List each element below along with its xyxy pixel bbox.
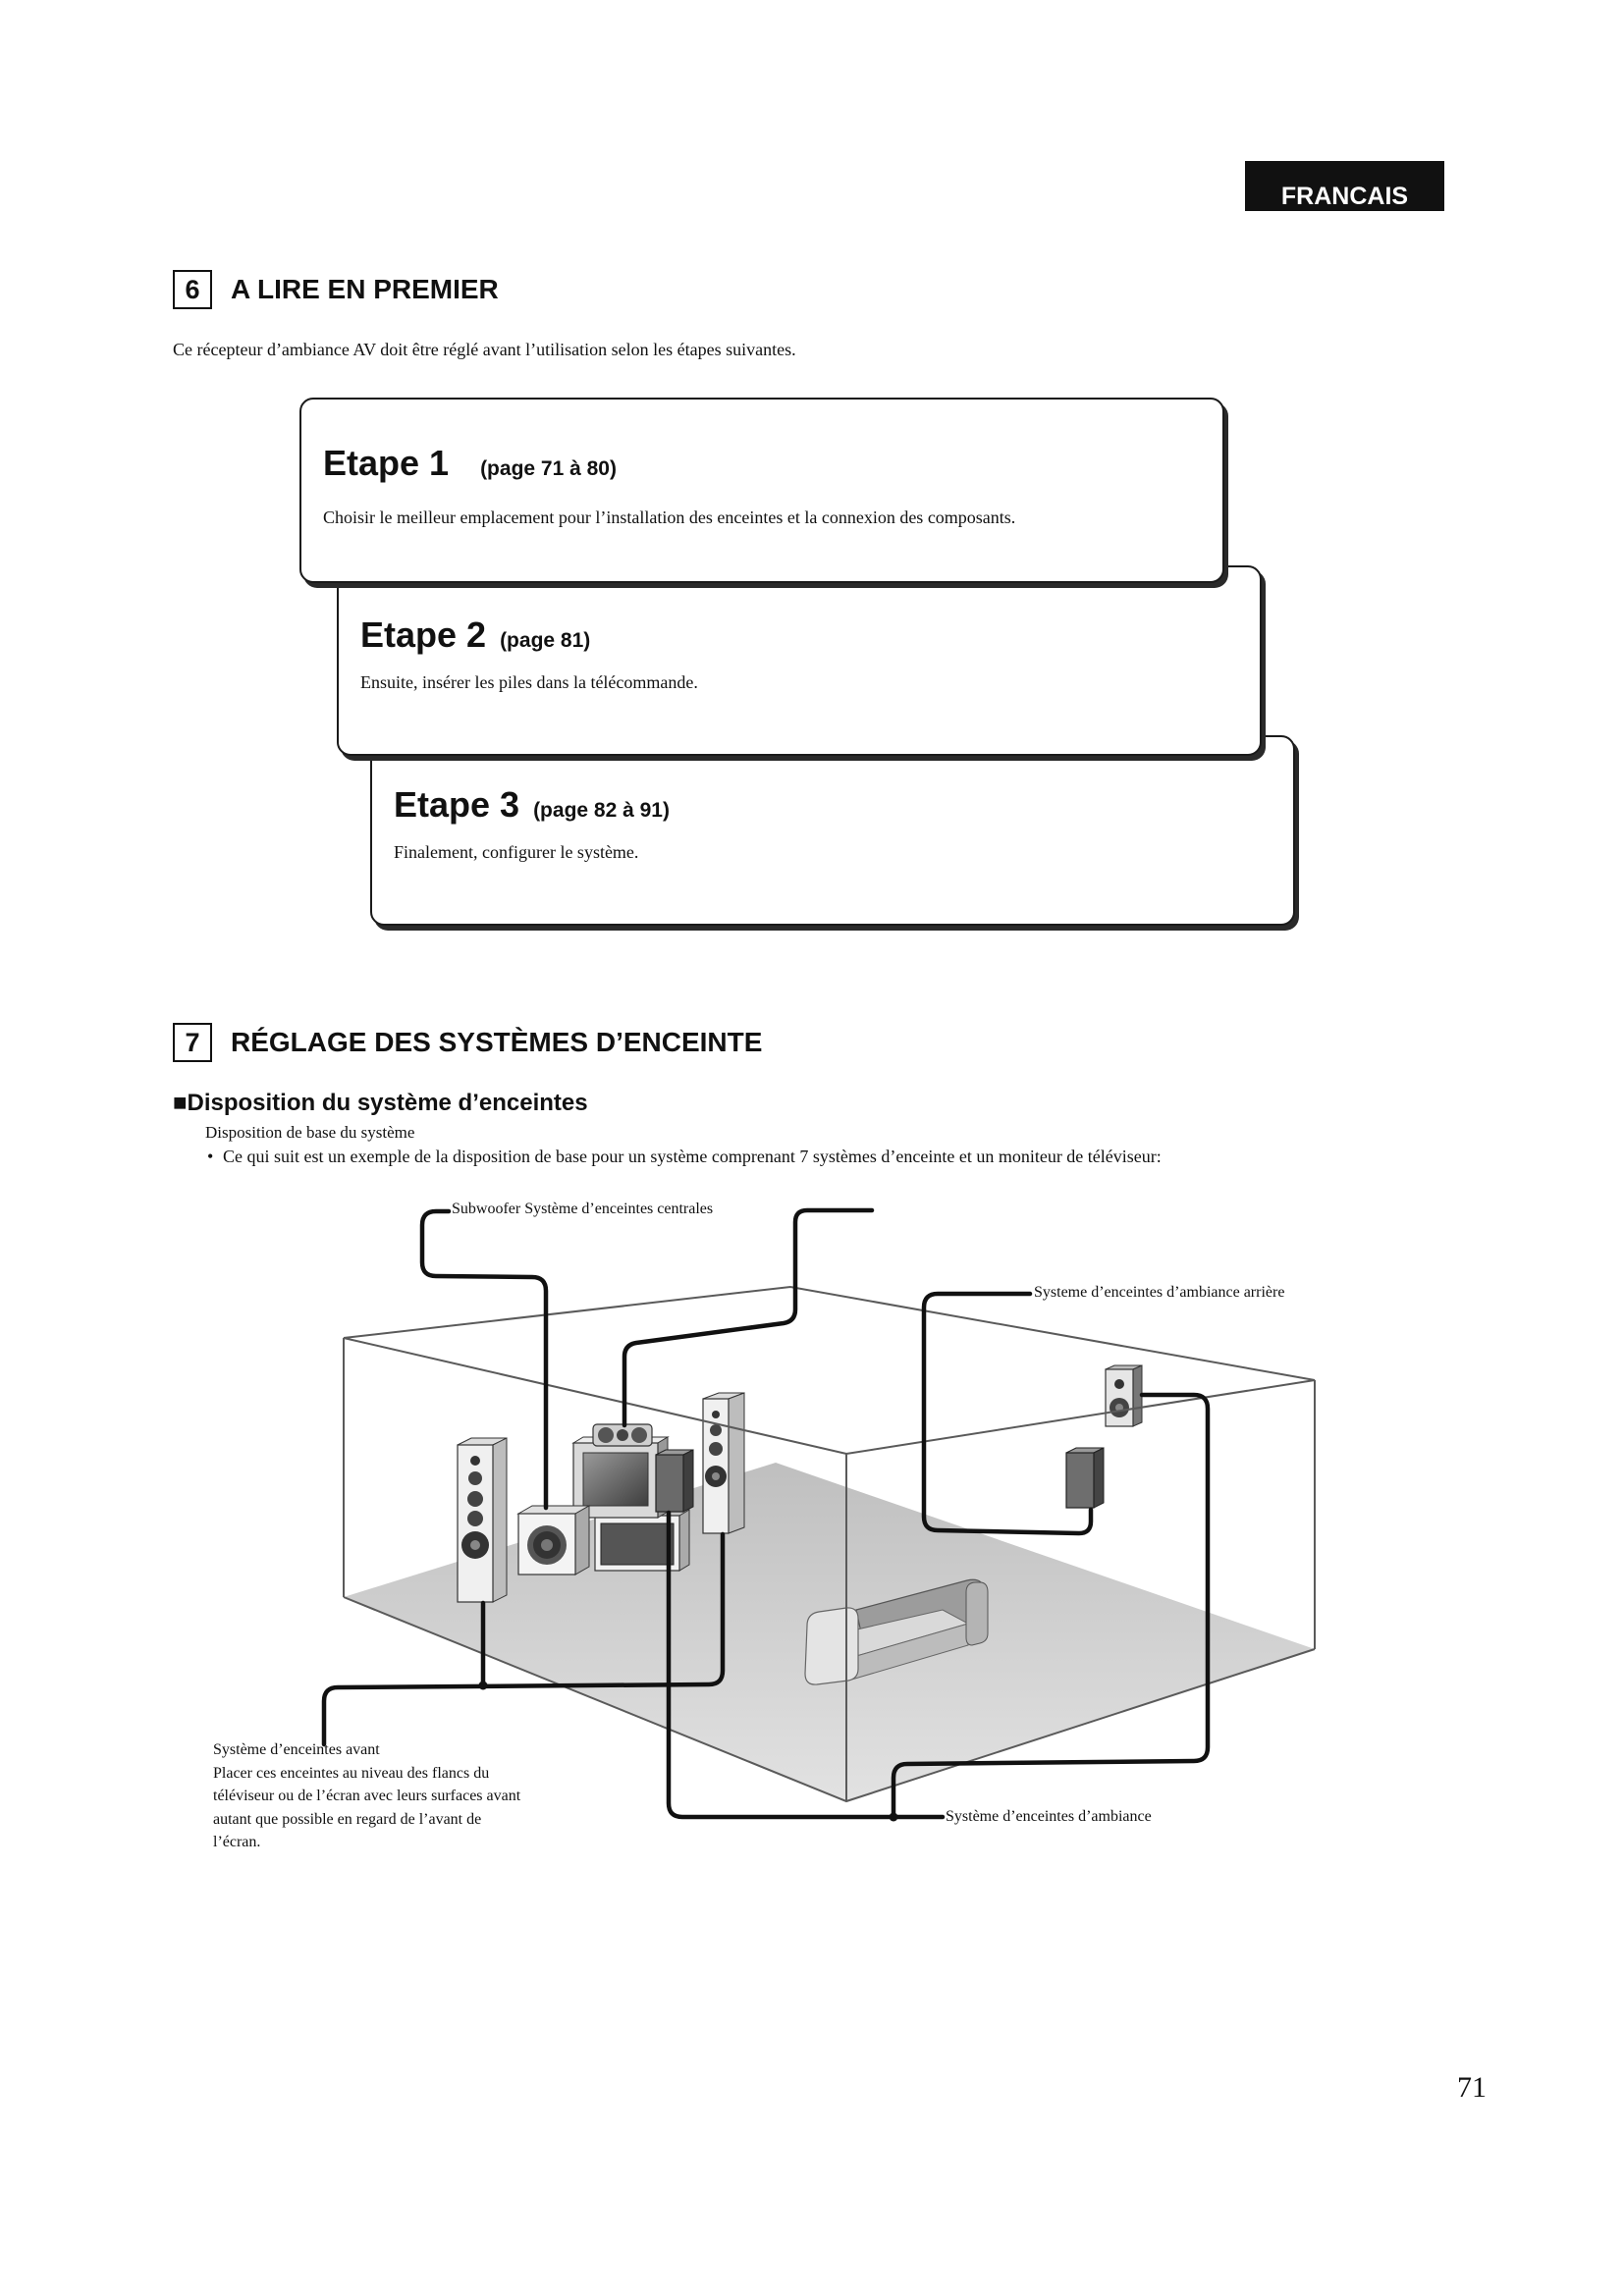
label-subwoofer-center: Subwoofer Système d’enceintes centrales [452, 1201, 714, 1217]
junction-dot [890, 1813, 898, 1822]
sofa-right-armrest [966, 1582, 988, 1645]
step-3-box [370, 735, 1295, 926]
speaker-front [656, 1455, 683, 1512]
section-number-box: 6 [173, 270, 212, 309]
stand-side [679, 1510, 689, 1571]
step-title: Etape 1 [323, 443, 450, 483]
step-3-heading [394, 784, 670, 826]
page-number: 71 [1457, 2071, 1487, 2104]
label-front-desc-line: l’écran. [213, 1834, 261, 1850]
section-7-heading [173, 1023, 762, 1062]
subheading [173, 1090, 588, 1117]
subwoofer [518, 1506, 589, 1575]
label-surround: Système d’enceintes d’ambiance [946, 1808, 1152, 1825]
step-title: Etape 2 [360, 614, 487, 655]
label-front-block [213, 1738, 520, 1854]
tweeter [617, 1429, 628, 1441]
surround-back-speaker [1066, 1448, 1104, 1508]
tweeter [1114, 1379, 1124, 1389]
speaker-side [1094, 1448, 1104, 1508]
bullet-item [207, 1147, 1162, 1167]
square-marker-icon: ■ [173, 1090, 188, 1116]
label-front-title: Système d’enceintes avant [213, 1741, 380, 1758]
label-front-desc-line: téléviseur ou de l’écran avec leurs surfaces avant [213, 1788, 521, 1804]
speaker-side [493, 1438, 507, 1602]
step-1-heading [323, 443, 617, 484]
step-1-box [299, 398, 1224, 583]
surround-speaker-lower [656, 1450, 693, 1512]
woofer-cap [470, 1540, 480, 1550]
midrange [467, 1511, 483, 1526]
label-front-desc-line: Placer ces enceintes au niveau des flancs du [213, 1764, 490, 1782]
step-2-box [337, 565, 1262, 756]
bullet-text: Ce qui suit est un exemple de la disposition de base pour un système comprenant 7 systèmes d’enceinte et un moniteur de téléviseur: [223, 1147, 1162, 1166]
woofer-cap [712, 1472, 720, 1480]
subtitle: Disposition de base du système [205, 1123, 415, 1142]
speaker-side [729, 1393, 744, 1533]
step-2-heading [360, 614, 590, 656]
section-6-intro: Ce récepteur d’ambiance AV doit être réglé avant l’utilisation selon les étapes suivantes. [173, 340, 796, 359]
midrange [709, 1442, 723, 1456]
sofa-left-armrest [805, 1608, 858, 1684]
tv-stand [595, 1510, 689, 1571]
midrange [467, 1491, 483, 1507]
woofer [631, 1427, 647, 1443]
subwoofer-cap [541, 1539, 553, 1551]
section-6-heading [173, 270, 499, 309]
step-page-ref: (page 82 à 91) [533, 799, 670, 822]
speaker-side [683, 1450, 693, 1512]
front-left-speaker [458, 1438, 507, 1602]
speaker-front [1066, 1453, 1094, 1508]
subheading-text: Disposition du système d’enceintes [187, 1090, 588, 1116]
midrange [468, 1471, 482, 1485]
woofer [598, 1427, 614, 1443]
section-title: A LIRE EN PREMIER [231, 274, 499, 304]
step-title: Etape 3 [394, 784, 520, 825]
language-tab-label: FRANCAIS [1280, 183, 1409, 210]
label-surround-back: Systeme d’enceintes d’ambiance arrière [1034, 1284, 1285, 1301]
step-description: Finalement, configurer le système. [394, 842, 639, 862]
step-description: Choisir le meilleur emplacement pour l’installation des enceintes et la connexion des composants. [323, 507, 1016, 527]
label-front-desc-line: autant que possible en regard de l’avant de [213, 1810, 482, 1828]
center-speaker [593, 1424, 652, 1446]
tv-screen [583, 1453, 648, 1506]
tweeter [712, 1411, 720, 1418]
tweeter [470, 1456, 480, 1466]
midrange [710, 1424, 722, 1436]
section-title: RÉGLAGE DES SYSTÈMES D’ENCEINTE [231, 1027, 763, 1057]
junction-dot [479, 1682, 488, 1690]
language-tab [1245, 161, 1444, 211]
callout-center [624, 1210, 872, 1425]
surround-speaker-upper [1106, 1365, 1142, 1426]
room-top-edges [344, 1287, 1315, 1454]
step-page-ref: (page 81) [500, 629, 591, 652]
step-description: Ensuite, insérer les piles dans la télécommande. [360, 672, 698, 692]
subwoofer-side [575, 1506, 589, 1575]
front-right-speaker [703, 1393, 744, 1533]
bullet-icon: • [207, 1147, 214, 1166]
stand-glass [601, 1523, 674, 1565]
step-page-ref: (page 71 à 80) [480, 457, 617, 480]
section-number-box: 7 [173, 1023, 212, 1062]
